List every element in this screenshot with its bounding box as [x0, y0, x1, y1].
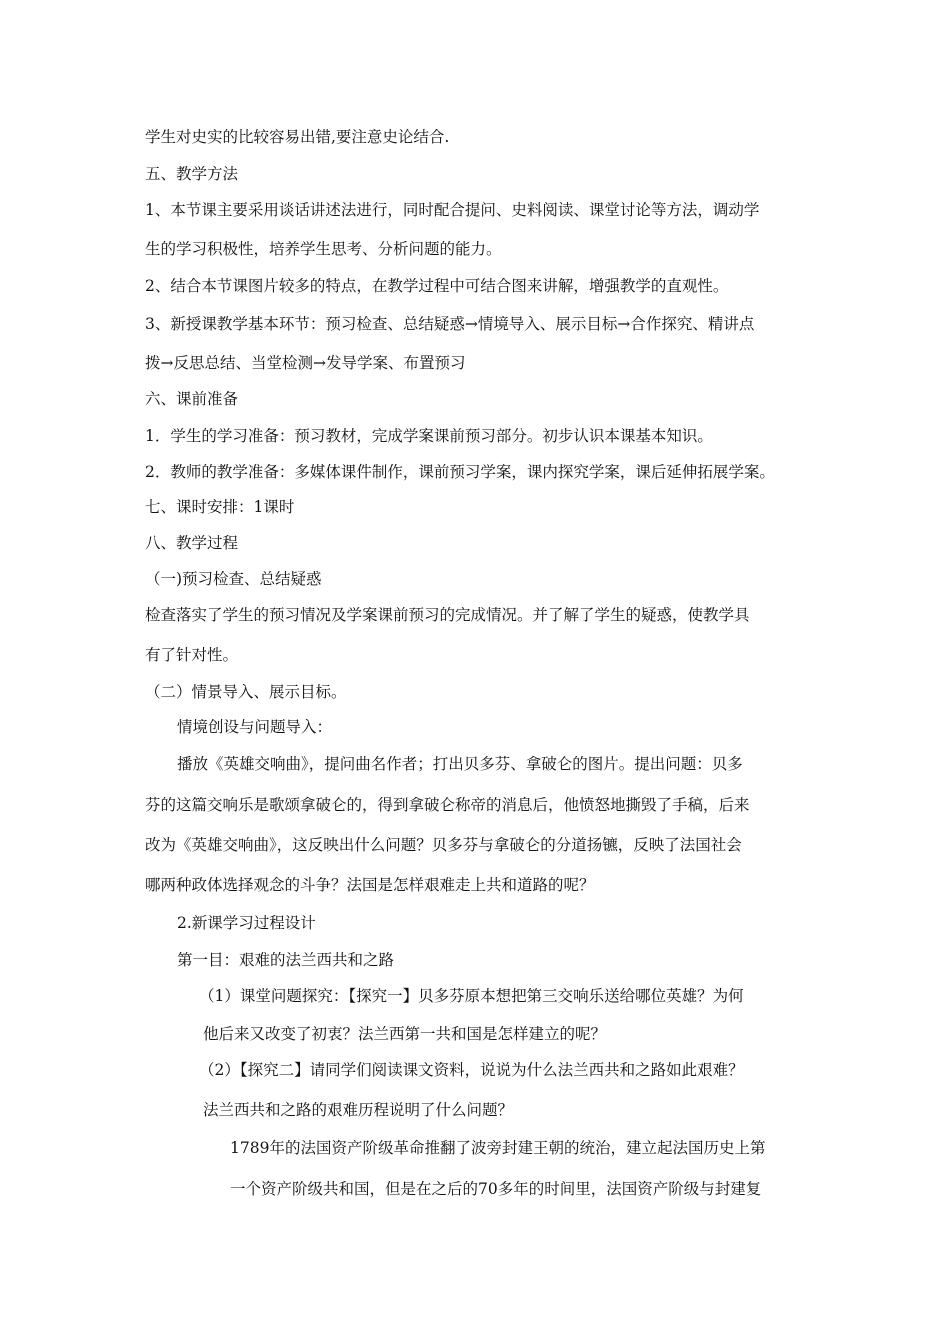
- section-heading-teaching-methods: 五、教学方法: [145, 165, 239, 183]
- text-line: 法兰西共和之路的艰难历程说明了什么问题？: [203, 1101, 514, 1119]
- text-line: 一个资产阶级共和国，但是在之后的70多年的时间里，法国资产阶级与封建复: [230, 1180, 762, 1198]
- text-line: 学生对史实的比较容易出错,要注意史论结合.: [145, 128, 450, 146]
- text-line: 有了针对性。: [145, 646, 239, 664]
- text-line: 拨→反思总结、当堂检测→发导学案、布置预习: [145, 354, 466, 372]
- text-line: 第一目：艰难的法兰西共和之路: [177, 951, 395, 969]
- text-line: 1、本节课主要采用谈话讲述法进行，同时配合提问、史料阅读、课堂讨论等方法，调动学: [145, 201, 760, 219]
- text-line: 改为《英雄交响曲》，这反映出什么问题？贝多芬与拿破仑的分道扬镳，反映了法国社会: [145, 836, 742, 854]
- section-heading-process: 八、教学过程: [145, 534, 239, 552]
- text-line: 2．教师的教学准备：多媒体课件制作，课前预习学案，课内探究学案，课后延伸拓展学案。: [145, 463, 775, 481]
- text-line: 芬的这篇交响乐是歌颂拿破仑的，得到拿破仑称帝的消息后，他愤怒地撕毁了手稿，后来: [145, 796, 750, 814]
- subsection-heading: （二）情景导入、展示目标。: [145, 683, 347, 701]
- text-line: （1）课堂问题探究：【探究一】贝多芬原本想把第三交响乐送给哪位英雄？为何: [199, 987, 744, 1005]
- text-line: 检查落实了学生的预习情况及学案课前预习的完成情况。并了解了学生的疑惑，使教学具: [145, 606, 750, 624]
- text-line: （2）【探究二】请同学们阅读课文资料，说说为什么法兰西共和之路如此艰难？: [199, 1061, 744, 1079]
- text-line: 情境创设与问题导入：: [177, 718, 333, 736]
- text-line: 1．学生的学习准备：预习教材，完成学案课前预习部分。初步认识本课基本知识。: [145, 427, 713, 445]
- section-heading-preparation: 六、课前准备: [145, 390, 239, 408]
- text-line: 3、新授课教学基本环节：预习检查、总结疑惑→情境导入、展示目标→合作探究、精讲点: [145, 315, 755, 333]
- section-heading-schedule: 七、课时安排：1课时: [145, 498, 295, 516]
- text-line: 哪两种政体选择观念的斗争？法国是怎样艰难走上共和道路的呢？: [145, 876, 595, 894]
- text-line: 生的学习积极性，培养学生思考、分析问题的能力。: [145, 240, 502, 258]
- text-line: 他后来又改变了初衷？法兰西第一共和国是怎样建立的呢？: [203, 1025, 607, 1043]
- text-line: 播放《英雄交响曲》，提问曲名作者；打出贝多芬、拿破仑的图片。提出问题：贝多: [177, 755, 743, 773]
- subsection-heading: （一)预习检查、总结疑惑: [145, 570, 322, 588]
- text-line: 2、结合本节课图片较多的特点，在教学过程中可结合图来讲解，增强教学的直观性。: [145, 277, 729, 295]
- text-line: 2.新课学习过程设计: [177, 914, 316, 932]
- text-line: 1789年的法国资产阶级革命推翻了波旁封建王朝的统治，建立起法国历史上第: [230, 1139, 766, 1157]
